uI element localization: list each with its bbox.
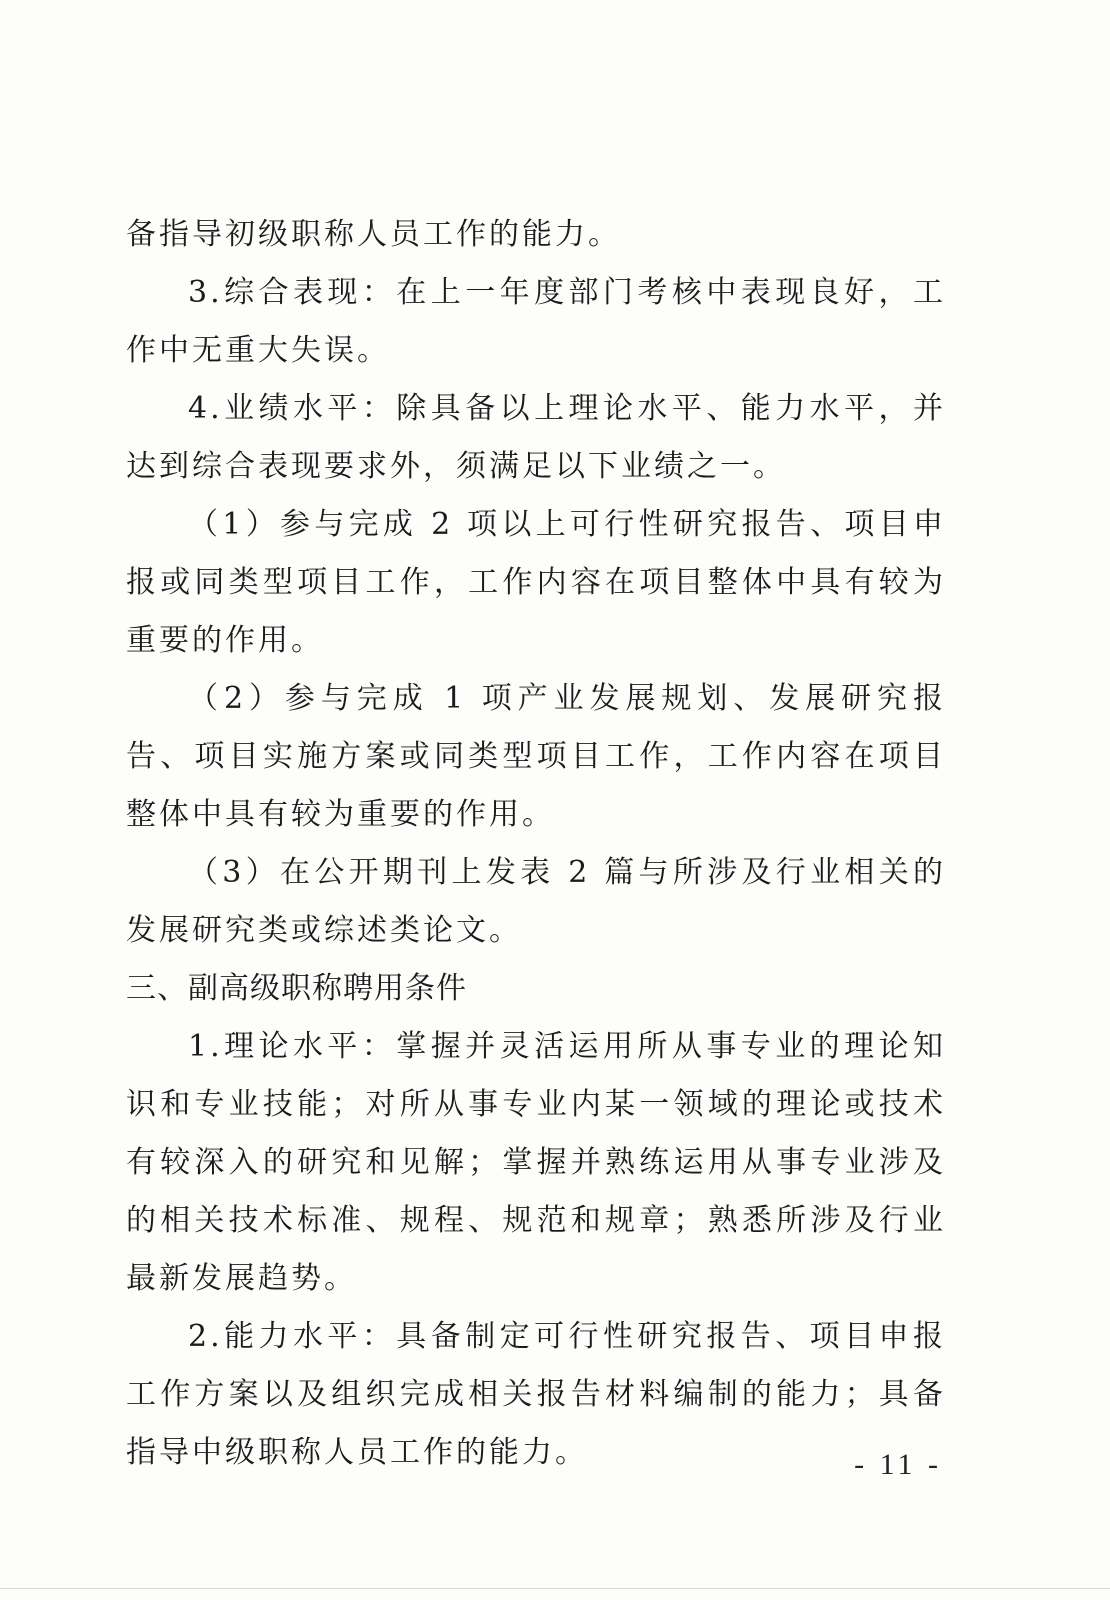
- paragraph-ability-level: 2.能力水平：具备制定可行性研究报告、项目申报工作方案以及组织完成相关报告材料编制的能力；具备指导中级职称人员工作的能力。: [126, 1319, 946, 1470]
- paragraph-performance-level: 4.业绩水平：除具备以上理论水平、能力水平，并达到综合表现要求外，须满足以下业绩之一。: [126, 391, 946, 484]
- paragraph-comprehensive-performance: 3.综合表现：在上一年度部门考核中表现良好，工作中无重大失误。: [126, 275, 946, 368]
- document-body: [126, 206, 946, 1482]
- paragraph-continuation: 备指导初级职称人员工作的能力。: [126, 217, 621, 252]
- paragraph-performance-option-2: （2）参与完成 1 项产业发展规划、发展研究报告、项目实施方案或同类型项目工作，工作内容在项目整体中具有较为重要的作用。: [126, 681, 946, 832]
- paragraph-performance-option-1: （1）参与完成 2 项以上可行性研究报告、项目申报或同类型项目工作，工作内容在项目整体中具有较为重要的作用。: [126, 507, 946, 658]
- section-heading-deputy-senior: 三、副高级职称聘用条件: [126, 971, 467, 1006]
- paragraph-performance-option-3: （3）在公开期刊上发表 2 篇与所涉及行业相关的发展研究类或综述类论文。: [126, 855, 946, 948]
- paragraph-theory-level: 1.理论水平：掌握并灵活运用所从事专业的理论知识和专业技能；对所从事专业内某一领域的理论或技术有较深入的研究和见解；掌握并熟练运用从事专业涉及的相关技术标准、规程、规范和规章；熟悉所涉及行业最新发展趋势。: [126, 1029, 946, 1296]
- page-number: - 11 -: [854, 1448, 942, 1481]
- page-bottom-edge: [0, 1588, 1110, 1589]
